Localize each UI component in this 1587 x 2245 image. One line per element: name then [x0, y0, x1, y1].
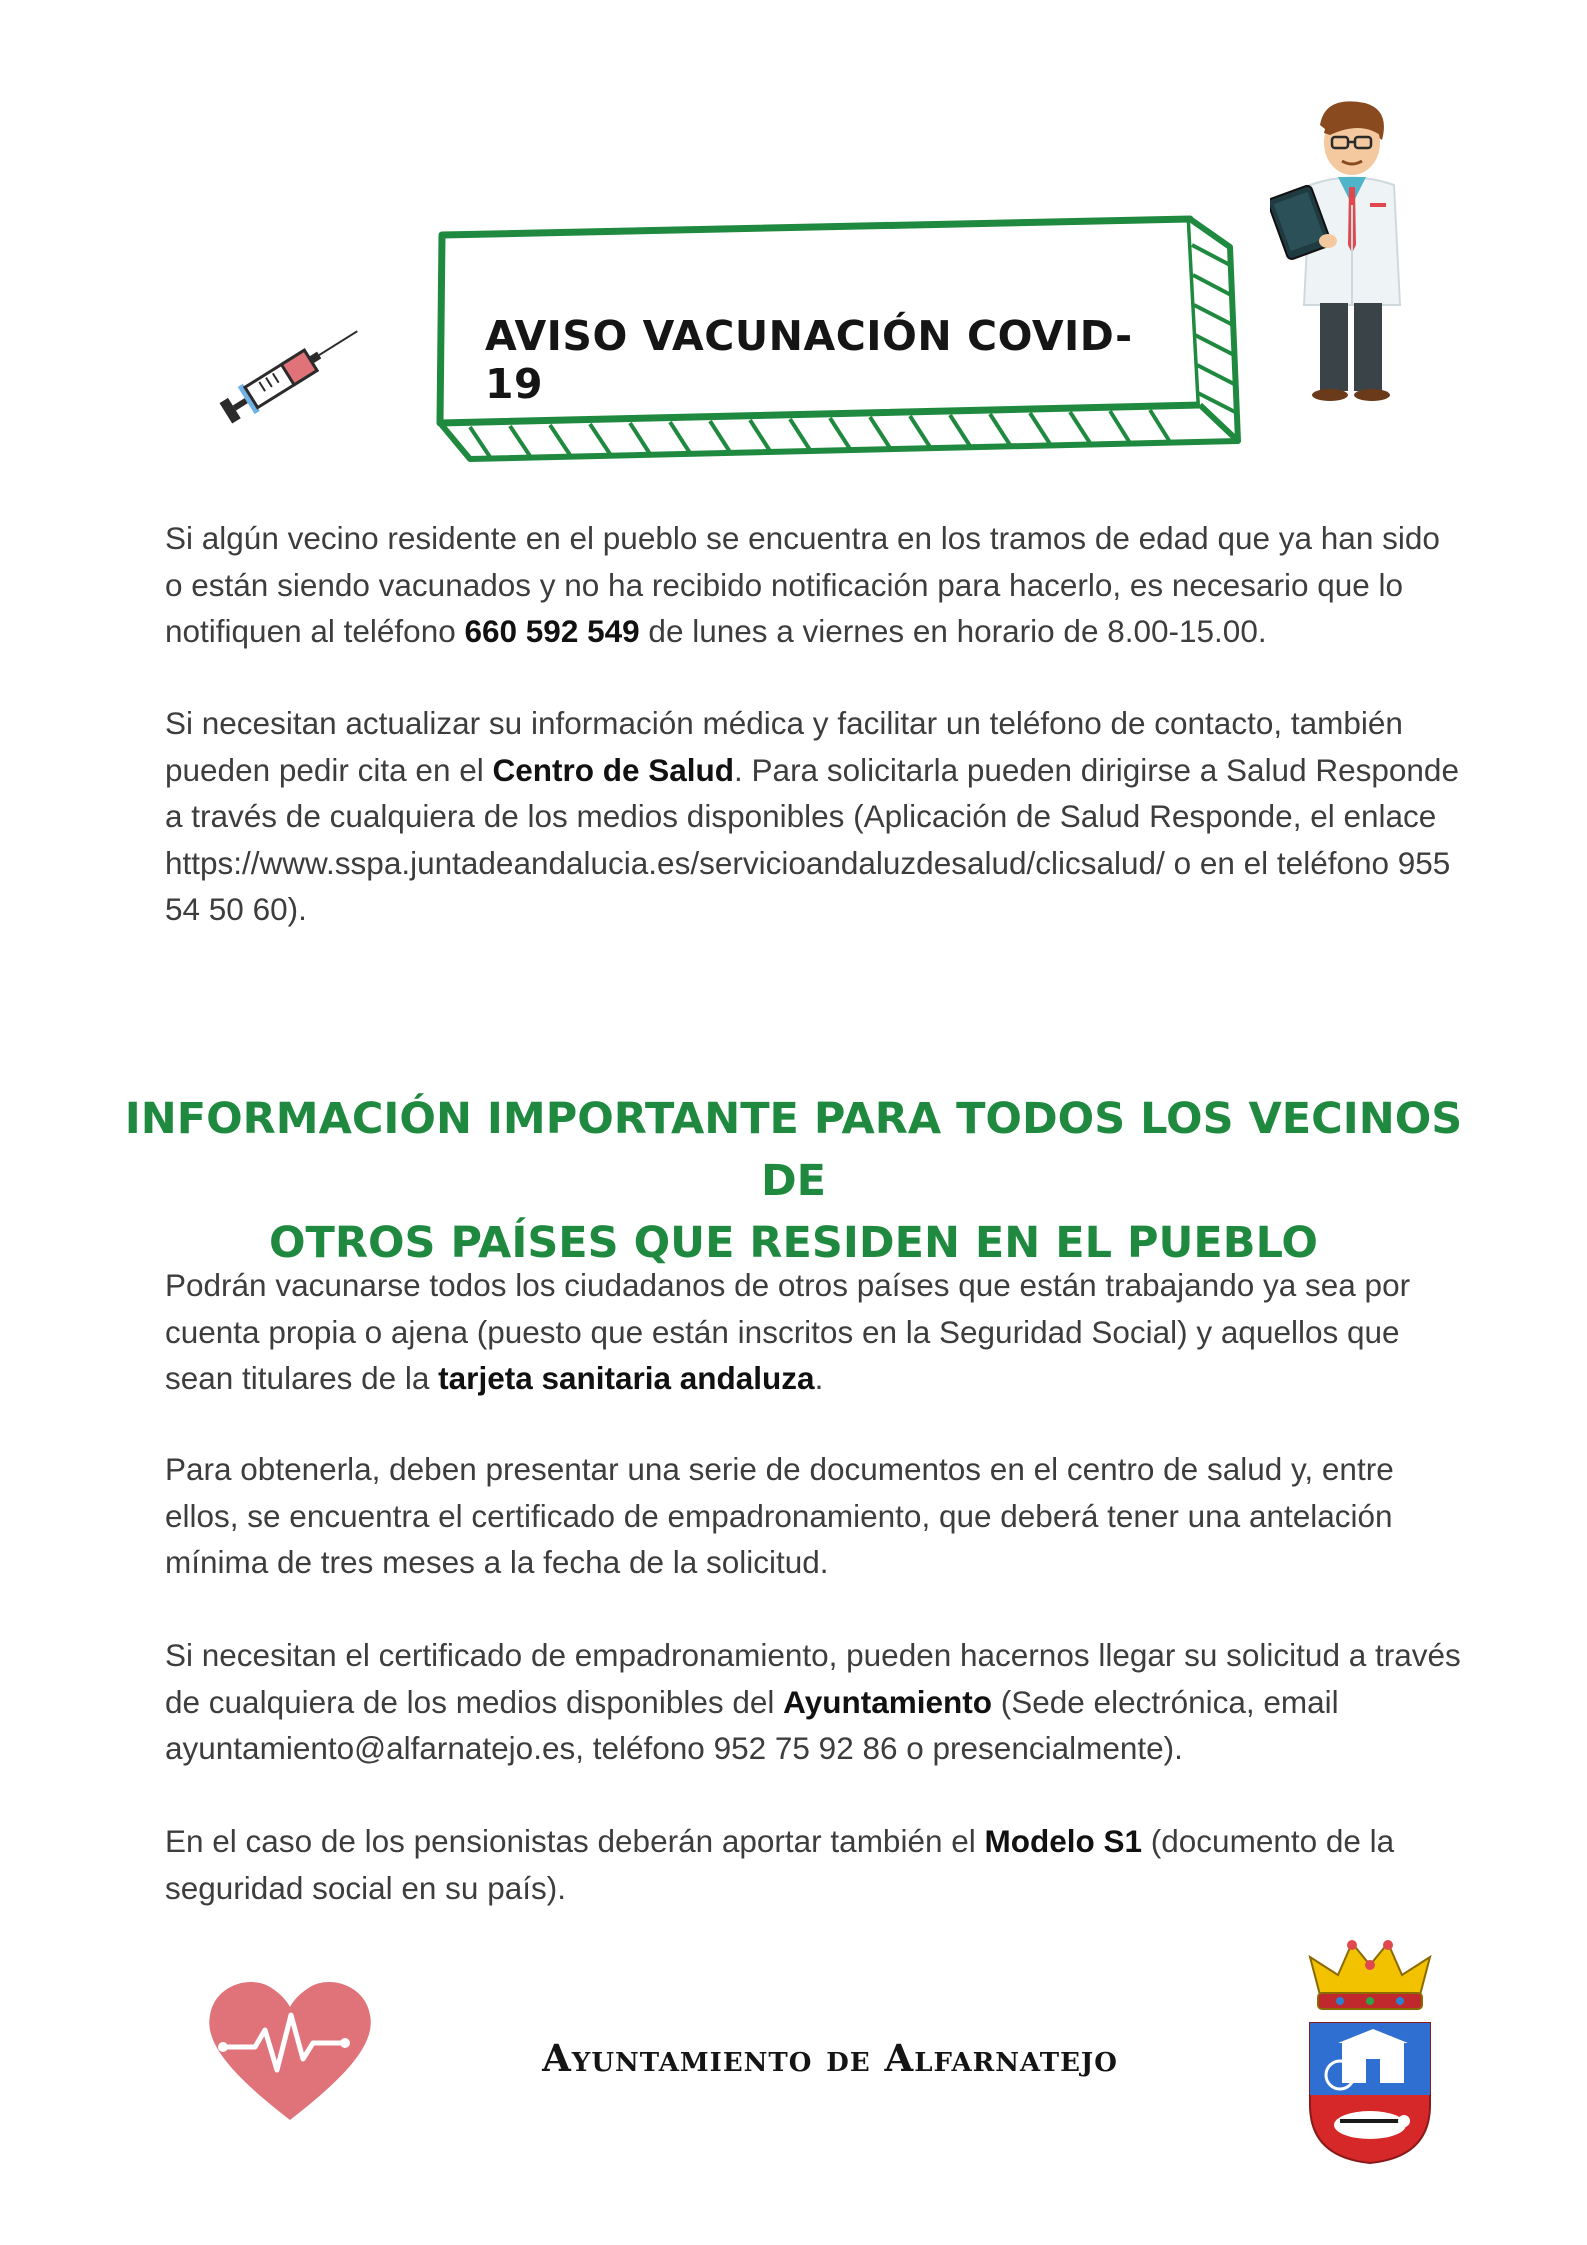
paragraph-notification: Si algún vecino residente en el pueblo se encuentra en los tramos de edad que ya han sido o están siendo vacunados y no ha recibido notificación para hacerlo, es necesario que lo notifiquen al teléfono 660 592 549 de lunes a viernes en horario de 8.00-15.00.	[165, 520, 1440, 649]
page-title: AVISO VACUNACIÓN COVID-19	[485, 312, 1133, 408]
paragraph-vaccination-eligibility: Podrán vacunarse todos los ciudadanos de otros países que están trabajando ya sea por cuenta propia o ajena (puesto que están inscritos en la Seguridad Social) y aquellos que sean titulares de la tarjeta sanitaria andaluza.	[165, 1267, 1411, 1396]
doctor-illustration	[1270, 95, 1430, 405]
model-s1-label: Modelo S1	[984, 1823, 1143, 1859]
health-url: https://www.sspa.juntadeandalucia.es/servicioandaluzdesalud/clicsalud/	[165, 844, 1165, 881]
footer-org-name: Ayuntamiento de Alfarnatejo	[542, 2036, 1118, 2080]
paragraph-health-center: Si necesitan actualizar su información médica y facilitar un teléfono de contacto, también pueden pedir cita en el Centro de Salud. Para solicitarla pueden dirigirse a Salud Responde a través de cualquiera de los medios disponibles (Aplicación de Salud Responde, el enlace https://www.sspa.juntadeandalucia.es/servicioandaluzdesalud/clicsalud/ o en el teléfono 955 54 50 60).	[165, 705, 1459, 927]
health-card-label: tarjeta sanitaria andaluza	[438, 1360, 815, 1396]
health-center-label: Centro de Salud	[492, 751, 735, 788]
paragraph-documents: Para obtenerla, deben presentar una serie de documentos en el centro de salud y, entre ellos, se encuentra el certificado de empadronamiento, que deberá tener una antelación mínima de tres meses a la fecha de la solicitud.	[165, 1451, 1394, 1580]
heart-pulse-icon	[205, 1975, 375, 2125]
paragraph-pensioners: En el caso de los pensionistas deberán aportar también el Modelo S1 (documento de la seguridad social en su país).	[165, 1823, 1395, 1906]
coat-of-arms-icon	[1300, 1935, 1440, 2165]
phone-number: 660 592 549	[464, 613, 640, 649]
paragraph-certificate: Si necesitan el certificado de empadronamiento, pueden hacernos llegar su solicitud a través de cualquiera de los medios disponibles del Ayuntamiento (Sede electrónica, email ayuntamiento@alfarnatejo.es, teléfono 952 75 92 86 o presencialmente).	[165, 1637, 1461, 1766]
syringe-icon	[205, 300, 375, 430]
town-hall-label: Ayuntamiento	[783, 1683, 992, 1720]
section-heading: INFORMACIÓN IMPORTANTE PARA TODOS LOS VECINOS DE OTROS PAÍSES QUE RESIDEN EN EL PUEBLO	[124, 1094, 1463, 1268]
